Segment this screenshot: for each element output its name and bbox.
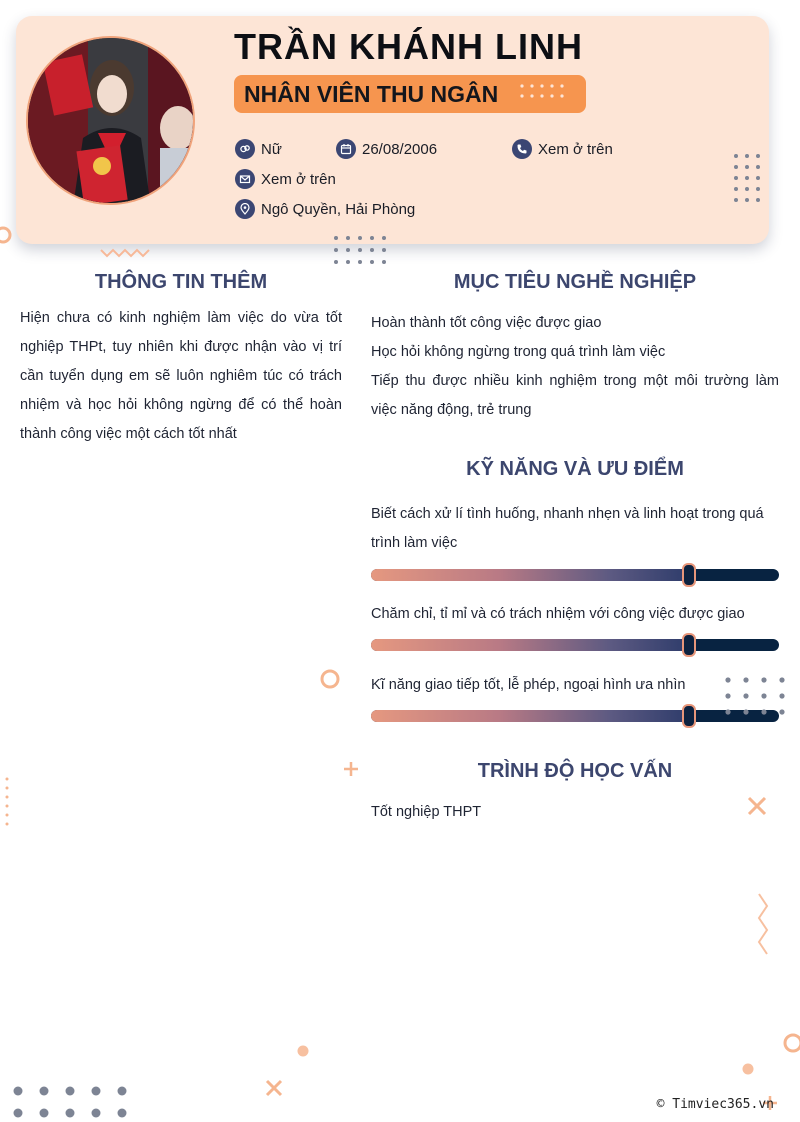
ring-decoration [782, 1032, 800, 1054]
gender-icon [235, 139, 255, 159]
address-value: Ngô Quyền, Hải Phòng [261, 200, 416, 218]
skill-level-handle [682, 633, 696, 657]
text-line: thành công việc một cách tốt nhất [20, 426, 237, 442]
birthdate-value: 26/08/2006 [362, 140, 438, 158]
skill-level-handle [682, 563, 696, 587]
dot-grid-decoration [732, 152, 762, 208]
text-line: Biết cách xử lí tình huống, nhanh nhẹn và linh hoạt trong quá [371, 506, 764, 522]
gender-info [235, 139, 282, 159]
skill-label [371, 600, 779, 629]
cross-decoration [746, 795, 768, 817]
skill-level-handle [682, 704, 696, 728]
text-line: nghiệp THPt, tuy nhiên khi được nhận vào vị trí [20, 339, 342, 355]
career-goal-title: MỤC TIÊU NGHỀ NGHIỆP [453, 271, 697, 293]
candidate-name: TRẦN KHÁNH LINH [234, 26, 583, 67]
calendar-icon [336, 139, 356, 159]
ring-decoration [0, 224, 14, 246]
job-title: NHÂN VIÊN THU NGÂN [244, 81, 499, 107]
text-line: Kĩ năng giao tiếp tốt, lễ phép, ngoại hình ưa nhìn [371, 677, 686, 693]
dot-grid-decoration [332, 234, 394, 266]
text-line: Hiện chưa có kinh nghiệm làm việc do vừa tốt [20, 310, 342, 326]
email-icon [235, 169, 255, 189]
text-line: cần tuyển dụng em sẽ luôn nghiêm túc có trách [20, 368, 342, 384]
text-line: Tiếp thu được nhiều kinh nghiệm trong một môi trường làm [371, 373, 779, 389]
birthdate-info [336, 139, 437, 159]
dot-decoration [296, 1044, 310, 1058]
career-goal-text [371, 309, 779, 425]
text-line: Chăm chỉ, tỉ mỉ và có trách nhiệm với công việc được giao [371, 606, 745, 622]
plus-decoration [342, 760, 360, 778]
skill-level-bar [371, 710, 779, 722]
text-line: Hoàn thành tốt công việc được giao [371, 315, 602, 331]
email-info [235, 169, 336, 189]
text-line: việc năng động, trẻ trung [371, 402, 532, 418]
address-info [235, 199, 415, 219]
dot-grid-decoration [12, 1083, 132, 1122]
education-text: Tốt nghiệp THPT [371, 804, 482, 820]
phone-value: Xem ở trên [538, 140, 613, 158]
extra-info-title: THÔNG TIN THÊM [94, 271, 268, 293]
job-title-badge [234, 75, 586, 113]
gender-value: Nữ [261, 140, 282, 158]
skill-level-fill [371, 639, 689, 651]
phone-icon [512, 139, 532, 159]
cross-decoration [264, 1078, 284, 1098]
skill-level-fill [371, 710, 689, 722]
dot-grid-decoration [722, 674, 788, 718]
avatar-photo [26, 36, 195, 205]
dot-decoration [741, 1062, 755, 1076]
location-pin-icon [235, 199, 255, 219]
text-line: trình làm việc [371, 535, 458, 551]
copyright-footer: © Timviec365.vn [656, 1097, 774, 1112]
skill-label [371, 671, 779, 700]
extra-info-text [20, 304, 342, 449]
skill-level-bar [371, 569, 779, 581]
dotted-line-decoration [4, 776, 10, 828]
skills-title: KỸ NĂNG VÀ ƯU ĐIỂM [466, 458, 684, 480]
phone-info [512, 139, 613, 159]
ring-decoration [319, 668, 341, 690]
text-line: Học hỏi không ngừng trong quá trình làm việc [371, 344, 666, 360]
skill-level-fill [371, 569, 689, 581]
dot-decoration [518, 80, 574, 108]
skill-label [371, 500, 779, 558]
education-title: TRÌNH ĐỘ HỌC VẤN [477, 760, 673, 782]
skill-level-bar [371, 639, 779, 651]
zigzag-decoration [756, 892, 770, 962]
email-value: Xem ở trên [261, 170, 336, 188]
text-line: nhiệm và học hỏi không ngừng để có thể hoàn [20, 397, 342, 413]
zigzag-decoration [100, 247, 154, 259]
